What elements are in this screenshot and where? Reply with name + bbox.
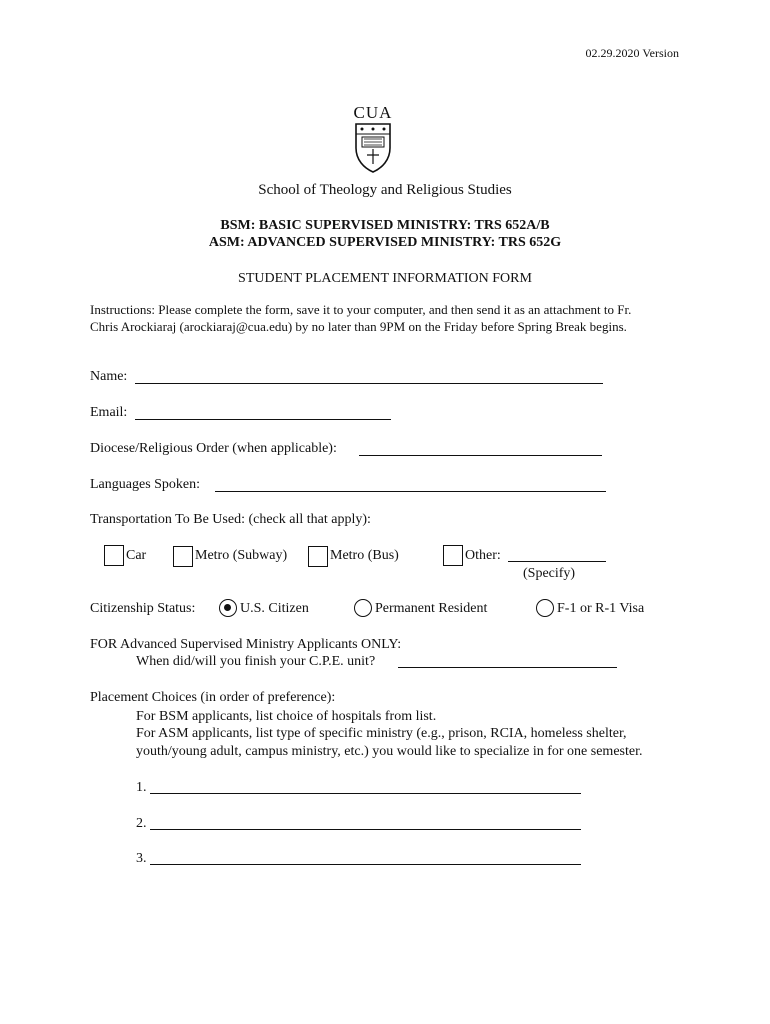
cpe-question: When did/will you finish your C.P.E. unit? [136,654,376,669]
cpe-input[interactable] [398,667,617,668]
languages-label: Languages Spoken: [90,477,201,492]
school-name: School of Theology and Religious Studies [258,182,512,198]
metro-bus-label: Metro (Bus) [330,548,399,563]
diocese-label: Diocese/Religious Order (when applicable): [90,441,337,456]
email-label: Email: [90,405,128,420]
choice-1-label: 1. [136,780,147,795]
instructions-line-2: Chris Arockiaraj (arockiaraj@cua.edu) by no later than 9PM on the Friday before Spring Break begins. [90,319,627,334]
email-input[interactable] [135,419,391,420]
visa-label: F-1 or R-1 Visa [557,601,645,616]
car-label: Car [126,548,147,563]
languages-input[interactable] [215,491,606,492]
citizenship-label: Citizenship Status: [90,601,196,616]
choice-2-input[interactable] [150,829,581,830]
diocese-input[interactable] [359,455,602,456]
form-title: STUDENT PLACEMENT INFORMATION FORM [238,271,532,286]
choice-3-label: 3. [136,851,147,866]
permanent-resident-radio[interactable] [354,599,372,617]
course-asm: ASM: ADVANCED SUPERVISED MINISTRY: TRS 652G [208,235,562,250]
name-input[interactable] [135,383,603,384]
transportation-label: Transportation To Be Used: (check all that apply): [90,512,371,527]
placement-heading: Placement Choices (in order of preference): [90,690,336,705]
other-specify-input[interactable] [508,561,606,562]
specify-label: (Specify) [523,566,576,581]
course-bsm: BSM: BASIC SUPERVISED MINISTRY: TRS 652A/B [220,218,550,233]
placement-bsm-note: For BSM applicants, list choice of hospitals from list. [136,709,437,724]
logo-text: CUA [353,103,393,122]
instructions-line-1: Instructions: Please complete the form, save it to your computer, and then send it as an attachment to Fr. [90,302,632,317]
placement-asm-note-2: youth/young adult, campus ministry, etc.) you would like to specialize in for one semester. [136,744,643,759]
choice-1-input[interactable] [150,793,581,794]
metro-subway-label: Metro (Subway) [195,548,288,563]
cua-crest-icon [348,122,398,174]
choice-3-input[interactable] [150,864,581,865]
car-checkbox[interactable] [104,545,124,566]
choice-2-label: 2. [136,816,147,831]
name-label: Name: [90,369,128,384]
asm-heading: FOR Advanced Supervised Ministry Applicants ONLY: [90,637,402,652]
version-label: 02.29.2020 Version [585,46,679,60]
us-citizen-radio[interactable] [219,599,237,617]
metro-subway-checkbox[interactable] [173,546,193,567]
metro-bus-checkbox[interactable] [308,546,328,567]
logo [348,104,398,174]
other-checkbox[interactable] [443,545,463,566]
other-label: Other: [465,548,501,563]
us-citizen-label: U.S. Citizen [240,601,309,616]
visa-radio[interactable] [536,599,554,617]
placement-asm-note-1: For ASM applicants, list type of specific ministry (e.g., prison, RCIA, homeless shelter, [136,726,627,741]
permanent-resident-label: Permanent Resident [375,601,488,616]
